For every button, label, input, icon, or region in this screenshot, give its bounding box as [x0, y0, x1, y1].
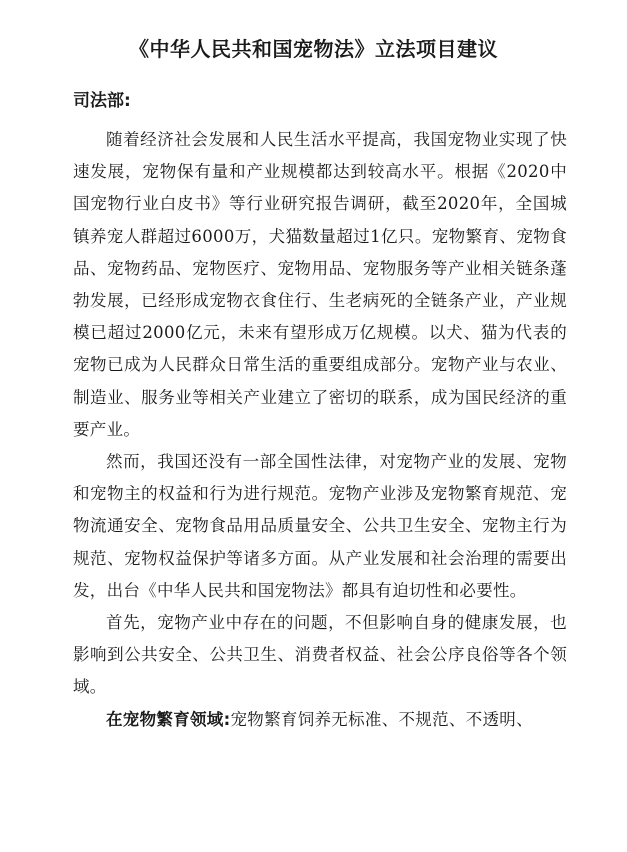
- paragraph-4-text: 宠物繁育饲养无标准、不规范、不透明、: [230, 709, 533, 729]
- document-title: 《中华人民共和国宠物法》立法项目建议: [129, 37, 498, 61]
- paragraph-4-lead: 在宠物繁育领域:: [106, 709, 231, 729]
- paragraph-4: [73, 704, 567, 736]
- paragraph-1: 随着经济社会发展和人民生活水平提高，我国宠物业实现了快速发展，宠物保有量和产业规模都达到较高水平。根据《2020中国宠物行业白皮书》等行业研究报告调研，截至2020年，全国城镇养宠人群超过6000万，犬猫数量超过1亿只。宠物繁育、宠物食品、宠物药品、宠物医疗、宠物用品、宠物服务等产业相关链条蓬勃发展，已经形成宠物衣食住行、生老病死的全链条产业，产业规模已超过2000亿元，未来有望形成万亿规模。以犬、猫为代表的宠物已成为人民群众日常生活的重要组成部分。宠物产业与农业、制造业、服务业等相关产业建立了密切的联系，成为国民经济的重要产业。: [73, 130, 567, 439]
- paragraph-3: 首先，宠物产业中存在的问题，不但影响自身的健康发展，也影响到公共安全、公共卫生、消费者权益、社会公序良俗等各个领域。: [73, 613, 567, 697]
- salutation: 司法部:: [73, 91, 131, 111]
- document-body: [73, 124, 567, 736]
- paragraph-2: 然而，我国还没有一部全国性法律，对宠物产业的发展、宠物和宠物主的权益和行为进行规范。宠物产业涉及宠物繁育规范、宠物流通安全、宠物食品用品质量安全、公共卫生安全、宠物主行为规范、宠物权益保护等诸多方面。从产业发展和社会治理的需要出发，出台《中华人民共和国宠物法》都具有迫切性和必要性。: [73, 452, 567, 600]
